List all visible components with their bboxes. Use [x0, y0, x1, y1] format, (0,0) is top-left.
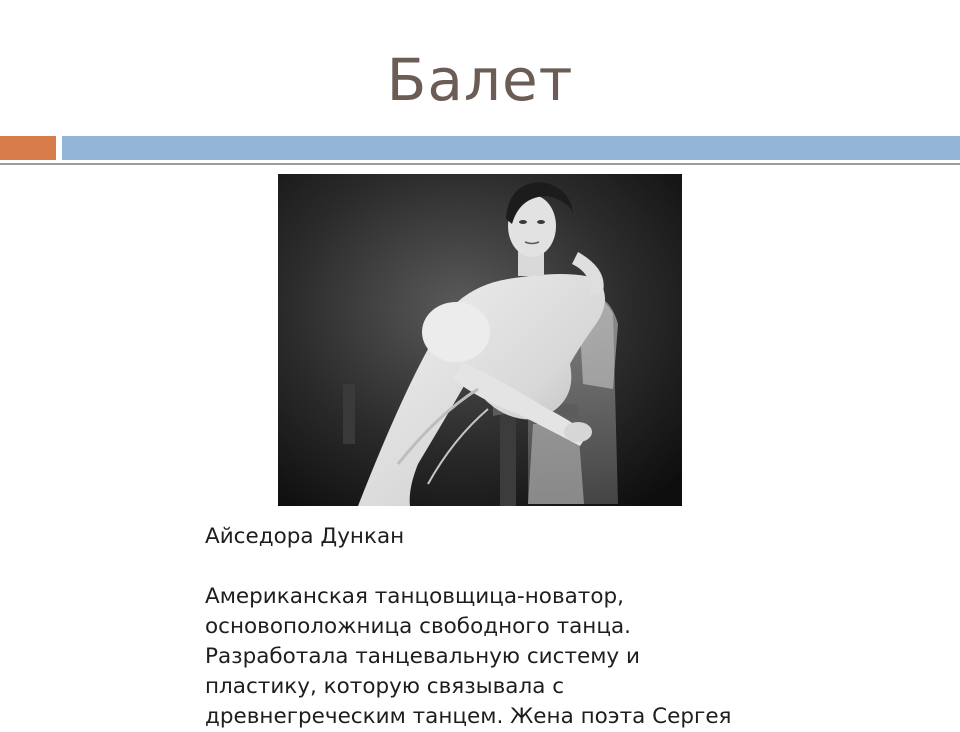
slide-title: Балет [386, 46, 574, 114]
title-divider [0, 163, 960, 165]
caption-line: Американская танцовщица-новатор, [205, 584, 624, 609]
caption-name: Айседора Дункан [205, 524, 405, 549]
accent-bar-orange [0, 136, 56, 160]
caption-line: Разработала танцевальную систему и [205, 644, 640, 669]
accent-bar-blue [62, 136, 960, 160]
caption-line: основоположница свободного танца. [205, 614, 631, 639]
portrait-photo [278, 174, 682, 506]
caption-line: древнегреческим танцем. Жена поэта Сергея [205, 704, 732, 729]
caption-line: пластику, которую связывала с [205, 674, 565, 699]
caption [205, 522, 945, 732]
